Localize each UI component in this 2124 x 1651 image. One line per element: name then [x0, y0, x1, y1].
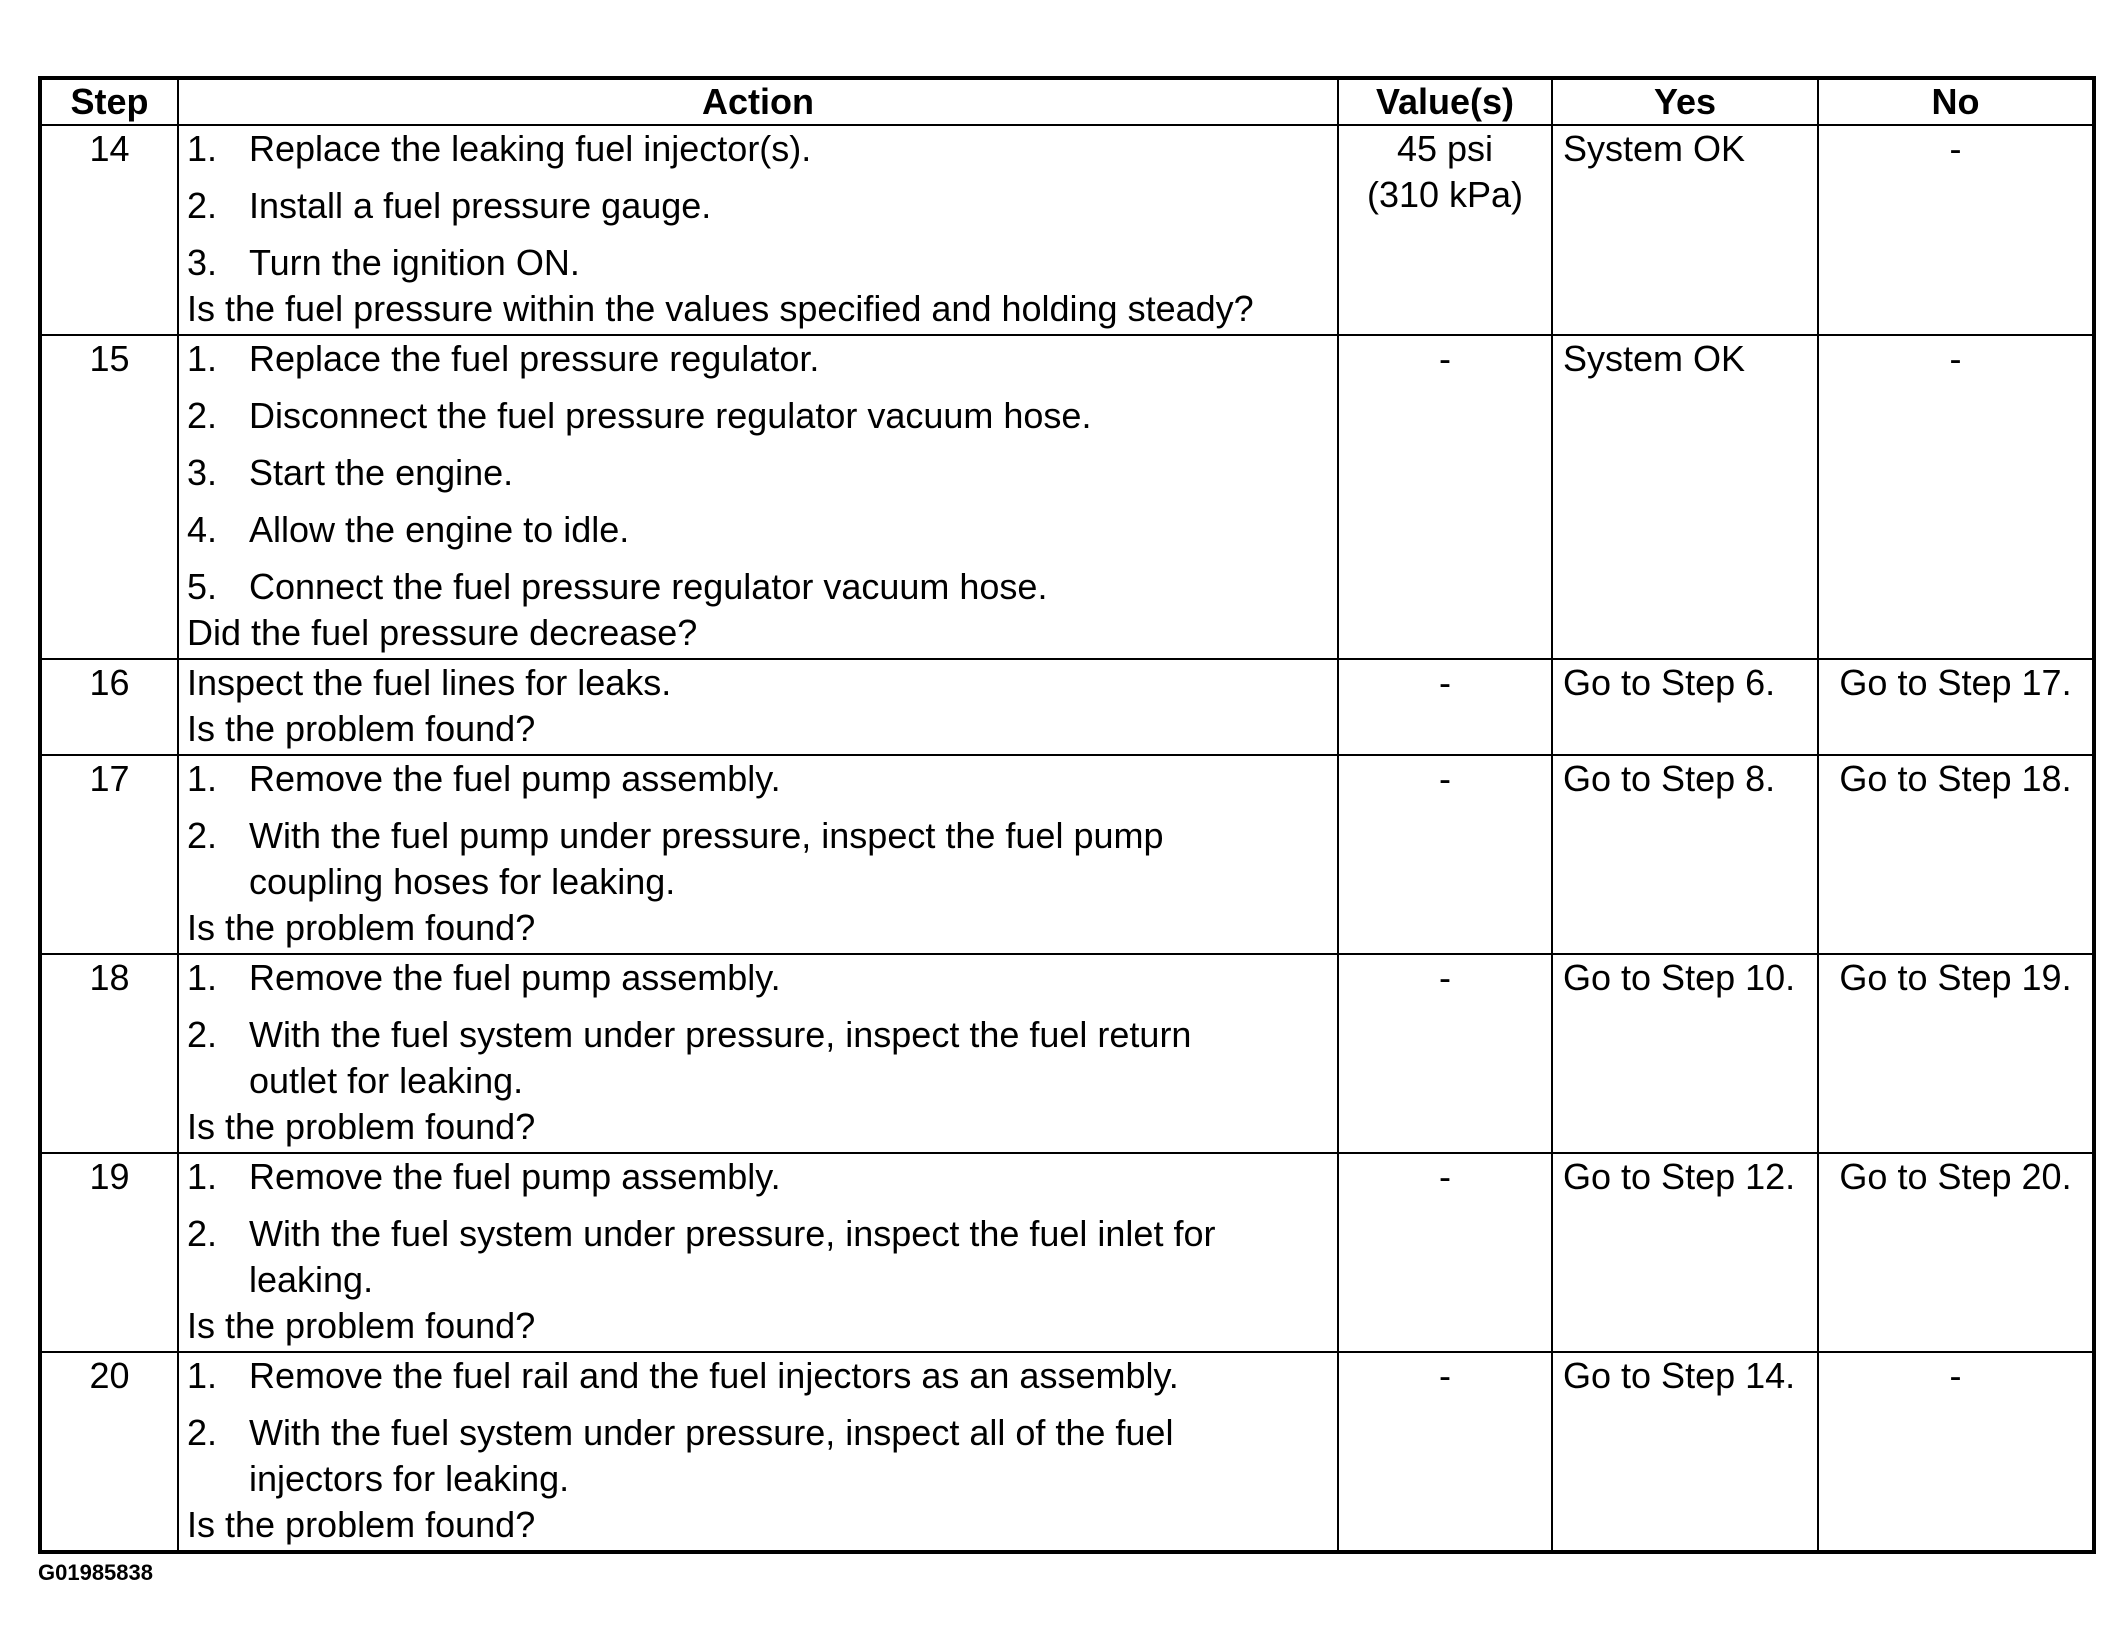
action-item [187, 1353, 1333, 1399]
action-question: Is the fuel pressure within the values specified and holding steady? [187, 288, 1254, 329]
action-cell [178, 659, 1338, 755]
table-row [40, 1153, 2094, 1352]
yes-cell: System OK [1552, 335, 1818, 659]
header-yes: Yes [1552, 78, 1818, 125]
action-cell [178, 1153, 1338, 1352]
value-cell: - [1338, 335, 1552, 659]
action-question: Is the problem found? [187, 1106, 536, 1147]
yes-cell: Go to Step 12. [1552, 1153, 1818, 1352]
item-text: Remove the fuel rail and the fuel injectors as an assembly. [249, 1355, 1179, 1396]
value-line: 45 psi [1396, 128, 1494, 169]
value-cell: - [1338, 755, 1552, 954]
item-number: 2. [187, 1412, 218, 1453]
item-text: With the fuel system under pressure, inspect the fuel inlet for leaking. [249, 1213, 1216, 1300]
item-text: With the fuel system under pressure, inspect all of the fuel injectors for leaking. [249, 1412, 1174, 1499]
item-number: 2. [187, 395, 218, 436]
item-number: 5. [187, 566, 218, 607]
item-number: 2. [187, 815, 218, 856]
action-question: Did the fuel pressure decrease? [187, 612, 698, 653]
diagnostic-table [38, 76, 2096, 1554]
action-item [187, 1012, 1333, 1104]
action-cell [178, 954, 1338, 1153]
action-item [187, 756, 1333, 802]
action-text: Inspect the fuel lines for leaks. [187, 662, 672, 703]
item-text: Turn the ignition ON. [249, 242, 580, 283]
action-cell [178, 1352, 1338, 1552]
item-number: 2. [187, 1014, 218, 1055]
header-no: No [1818, 78, 2094, 125]
action-item [187, 450, 1333, 496]
value-line: (310 kPa) [1366, 174, 1524, 215]
action-cell [178, 335, 1338, 659]
action-item [187, 507, 1333, 553]
table-row [40, 1352, 2094, 1552]
no-cell: Go to Step 18. [1818, 755, 2094, 954]
action-item [187, 564, 1333, 610]
table-row [40, 954, 2094, 1153]
table-row [40, 659, 2094, 755]
action-item [187, 955, 1333, 1001]
item-text: Install a fuel pressure gauge. [249, 185, 712, 226]
yes-cell: System OK [1552, 125, 1818, 335]
table-row [40, 125, 2094, 335]
item-number: 3. [187, 452, 218, 493]
action-item [187, 183, 1333, 229]
action-cell [178, 755, 1338, 954]
item-number: 1. [187, 128, 218, 169]
value-cell: - [1338, 1153, 1552, 1352]
yes-cell: Go to Step 14. [1552, 1352, 1818, 1552]
step-number: 15 [40, 335, 178, 659]
action-item [187, 336, 1333, 382]
header-values: Value(s) [1338, 78, 1552, 125]
step-number: 20 [40, 1352, 178, 1552]
item-text: Allow the engine to idle. [249, 509, 630, 550]
no-cell: - [1818, 335, 2094, 659]
item-text: Remove the fuel pump assembly. [249, 957, 781, 998]
action-question: Is the problem found? [187, 1504, 536, 1545]
table-row [40, 335, 2094, 659]
action-item [187, 240, 1333, 286]
action-item [187, 1154, 1333, 1200]
no-cell: Go to Step 19. [1818, 954, 2094, 1153]
item-number: 1. [187, 957, 218, 998]
figure-code: G01985838 [38, 1560, 153, 1585]
value-cell [1338, 125, 1552, 335]
action-item [187, 126, 1333, 172]
header-row [40, 78, 2094, 125]
action-item [187, 813, 1333, 905]
value-cell: - [1338, 1352, 1552, 1552]
no-cell: - [1818, 125, 2094, 335]
action-item [187, 393, 1333, 439]
item-text: Replace the leaking fuel injector(s). [249, 128, 812, 169]
item-text: Start the engine. [249, 452, 514, 493]
item-text: Disconnect the fuel pressure regulator vacuum hose. [249, 395, 1092, 436]
item-text: Connect the fuel pressure regulator vacuum hose. [249, 566, 1048, 607]
no-cell: Go to Step 17. [1818, 659, 2094, 755]
table-row [40, 755, 2094, 954]
item-text: With the fuel pump under pressure, inspect the fuel pump coupling hoses for leaking. [249, 815, 1164, 902]
action-cell [178, 125, 1338, 335]
step-number: 19 [40, 1153, 178, 1352]
item-text: Replace the fuel pressure regulator. [249, 338, 820, 379]
value-cell: - [1338, 659, 1552, 755]
yes-cell: Go to Step 6. [1552, 659, 1818, 755]
item-number: 1. [187, 758, 218, 799]
item-number: 3. [187, 242, 218, 283]
item-number: 2. [187, 185, 218, 226]
action-item [187, 1410, 1333, 1502]
step-number: 18 [40, 954, 178, 1153]
action-item [187, 1211, 1333, 1303]
step-number: 17 [40, 755, 178, 954]
item-text: With the fuel system under pressure, inspect the fuel return outlet for leaking. [249, 1014, 1192, 1101]
header-step: Step [40, 78, 178, 125]
yes-cell: Go to Step 10. [1552, 954, 1818, 1153]
action-question: Is the problem found? [187, 1305, 536, 1346]
header-action: Action [178, 78, 1338, 125]
item-text: Remove the fuel pump assembly. [249, 1156, 781, 1197]
item-number: 1. [187, 1355, 218, 1396]
item-number: 2. [187, 1213, 218, 1254]
no-cell: Go to Step 20. [1818, 1153, 2094, 1352]
diagnostic-table-container [38, 76, 2092, 1554]
action-question: Is the problem found? [187, 708, 536, 749]
step-number: 16 [40, 659, 178, 755]
step-number: 14 [40, 125, 178, 335]
item-number: 4. [187, 509, 218, 550]
item-text: Remove the fuel pump assembly. [249, 758, 781, 799]
item-number: 1. [187, 1156, 218, 1197]
action-question: Is the problem found? [187, 907, 536, 948]
yes-cell: Go to Step 8. [1552, 755, 1818, 954]
item-number: 1. [187, 338, 218, 379]
no-cell: - [1818, 1352, 2094, 1552]
value-cell: - [1338, 954, 1552, 1153]
